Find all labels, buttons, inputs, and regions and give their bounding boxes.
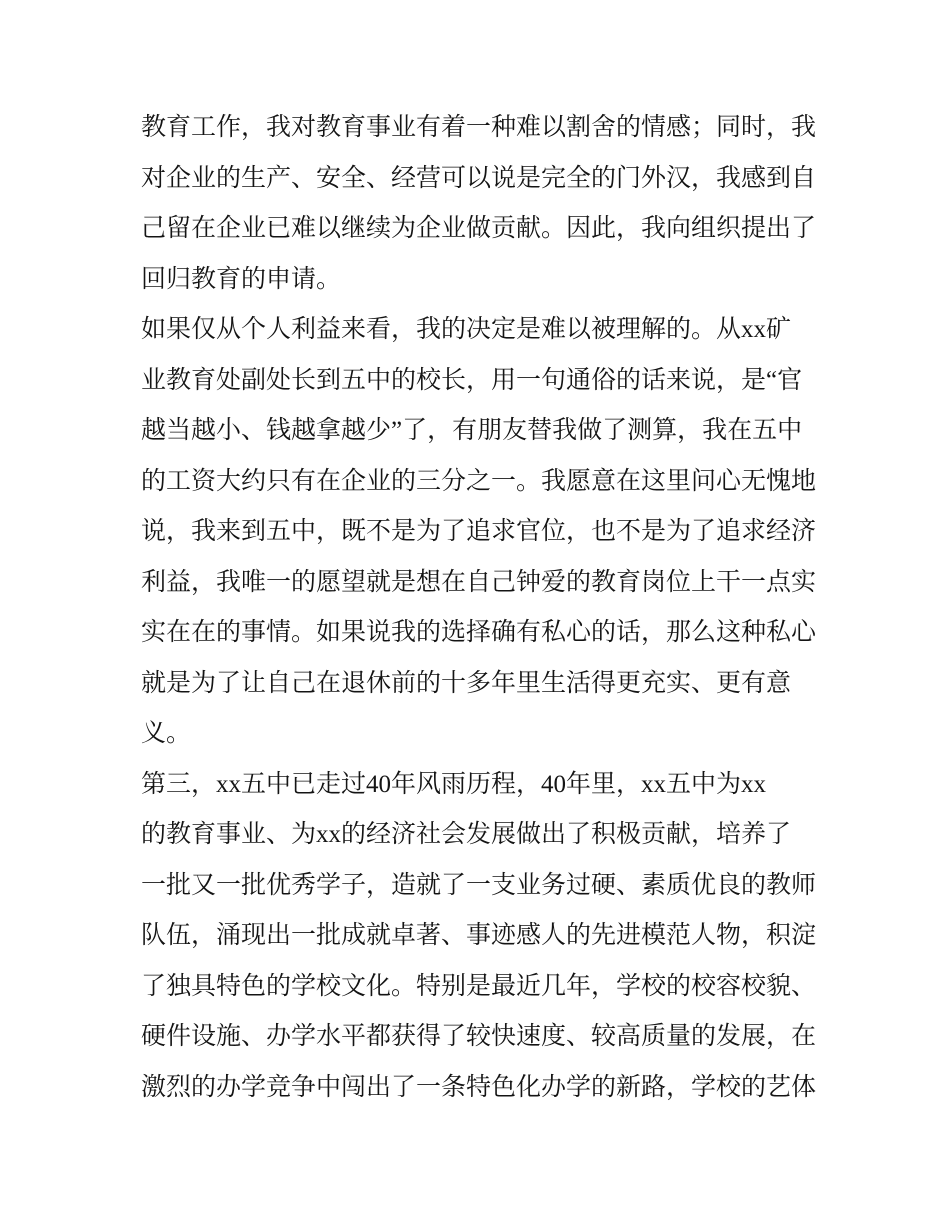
text-line: 实在在的事情。如果说我的选择确有私心的话，那么这种私心 [141, 619, 817, 646]
text-line: 激烈的办学竞争中闯出了一条特色化办学的新路，学校的艺体 [141, 1073, 817, 1101]
text-line: 说，我来到五中，既不是为了追求官位，也不是为了追求经济 [141, 518, 817, 545]
text-line: 一批又一批优秀学子，造就了一支业务过硬、素质优良的教师 [141, 871, 817, 899]
text-line: 教育工作，我对教育事业有着一种难以割舍的情感；同时，我 [141, 114, 817, 141]
text-line: 的工资大约只有在企业的三分之一。我愿意在这里问心无愧地 [141, 467, 817, 495]
text-line: 了独具特色的学校文化。特别是最近几年，学校的校容校貌、 [141, 972, 817, 1000]
text-line: 对企业的生产、安全、经营可以说是完全的门外汉，我感到自 [141, 164, 817, 192]
text-line: 回归教育的申请。 [141, 265, 342, 293]
text-line: 的教育事业、为xx的经济社会发展做出了积极贡献，培养了 [141, 821, 792, 848]
text-line: 己留在企业已难以继续为企业做贡献。因此，我向组织提出了 [141, 215, 817, 242]
text-line: 如果仅从个人利益来看，我的决定是难以被理解的。从xx矿 [141, 316, 792, 343]
document-body [141, 103, 831, 1113]
text-line: 义。 [141, 720, 192, 747]
text-line: 越当越小、钱越拿越少”了，有朋友替我做了测算，我在五中 [141, 417, 803, 444]
text-line: 硬件设施、办学水平都获得了较快速度、较高质量的发展，在 [141, 1023, 817, 1050]
text-line: 就是为了让自己在退休前的十多年里生活得更充实、更有意 [141, 669, 792, 697]
text-line: 利益，我唯一的愿望就是想在自己钟爱的教育岗位上干一点实 [141, 568, 817, 596]
text-line: 第三，xx五中已走过40年风雨历程，40年里，xx五中为xx [141, 770, 767, 798]
text-line: 队伍，涌现出一批成就卓著、事迹感人的先进模范人物，积淀 [141, 922, 817, 949]
text-line: 业教育处副处长到五中的校长，用一句通俗的话来说，是“官 [141, 366, 803, 394]
